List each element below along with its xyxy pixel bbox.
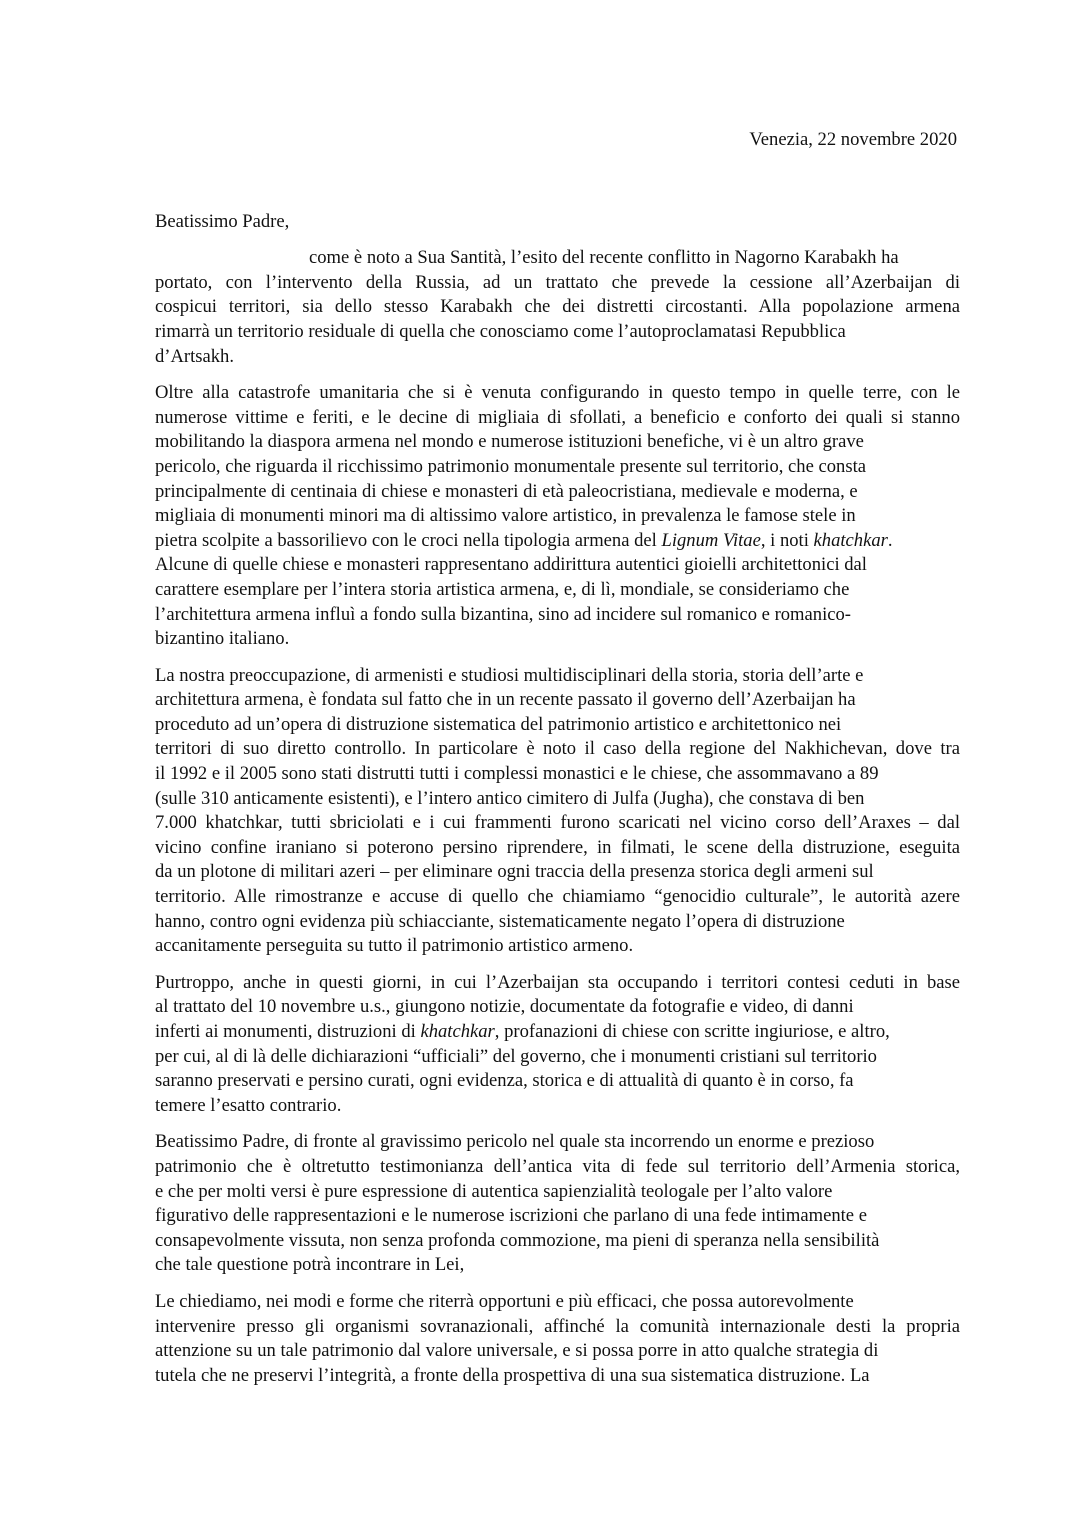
text-line: hanno, contro ogni evidenza più schiacciante, sistematicamente negato l’opera di distruzione [155,910,845,932]
text-line: mobilitando la diaspora armena nel mondo e numerose istituzioni benefiche, vi è un altro grave [155,431,864,453]
salutation: Beatissimo Padre, [155,210,290,232]
text-line: attenzione su un tale patrimonio dal valore universale, e si possa porre in atto qualche strategia di [155,1340,879,1362]
italic-term-lignum-vitae: Lignum Vitae [661,529,761,551]
text-line: vicino confine iraniano si poterono persino riprendere, in filmati, le scene della distruzione, eseguita [155,836,960,858]
text-line: che tale questione potrà incontrare in Lei, [155,1254,465,1276]
text-line: il 1992 e il 2005 sono stati distrutti tutti i complessi monastici e le chiese, che assommavano a 89 [155,763,879,785]
text-line: territorio. Alle rimostranze e accuse di quello che chiamiamo “genocidio culturale”, le autorità azere [155,886,960,908]
text-line: pericolo, che riguarda il ricchissimo patrimonio monumentale presente sul territorio, che consta [155,455,866,477]
text-line: Beatissimo Padre, di fronte al gravissimo pericolo nel quale sta incorrendo un enorme e prezioso [155,1131,875,1153]
text-line: portato, con l’intervento della Russia, ad un trattato che prevede la cessione all’Azerbaijan di [155,271,960,293]
paragraph-2 [155,381,960,652]
text-line: architettura armena, è fondata sul fatto che in un recente passato il governo dell’Azerbaijan ha [155,689,856,711]
text-line: temere l’esatto contrario. [155,1094,342,1116]
text-line: patrimonio che è oltretutto testimonianza dell’antica vita di fede sul territorio dell’Armenia storica, [155,1155,960,1177]
italic-term-khatchkar: khatchkar [420,1021,495,1042]
paragraph-1 [155,246,960,369]
text-line: numerose vittime e feriti, e le decine di migliaia di sfollati, a beneficio e conforto dei quali si stanno [155,406,960,428]
text-line: 7.000 khatchkar, tutti sbriciolati e i cui frammenti furono scaricati nel vicino corso dell’Araxes – dal [155,812,960,834]
text-segment: inferti ai monumenti, distruzioni di [155,1021,421,1042]
text-line: carattere esemplare per l’intera storia artistica armena, e, di lì, mondiale, se consideriamo che [155,578,850,600]
text-line: rimarrà un territorio residuale di quella che conosciamo come l’autoproclamatasi Repubblica [155,320,846,342]
text-line: e che per molti versi è pure espressione di autentica sapienzialità teologale per l’alto valore [155,1180,833,1202]
text-line: al trattato del 10 novembre u.s., giungono notizie, documentate da fotografie e video, di danni [155,996,854,1018]
text-line-with-italics [155,529,960,554]
text-line-with-italics [155,1020,960,1045]
date-line: Venezia, 22 novembre 2020 [749,129,957,150]
text-line: cospicui territori, sia dello stesso Karabakh che dei distretti circostanti. Alla popolazione armena [155,296,960,318]
paragraph-5 [155,1130,960,1278]
text-segment: , i noti [760,529,814,551]
text-line: (sulle 310 anticamente esistenti), e l’intero antico cimitero di Julfa (Jugha), che constava di ben [155,787,865,809]
text-line: proceduto ad un’opera di distruzione sistematica del patrimonio artistico e architettonico nei [155,713,842,735]
text-line: La nostra preoccupazione, di armenisti e studiosi multidisciplinari della storia, storia dell’arte e [155,664,864,686]
text-line: l’architettura armena influì a fondo sulla bizantina, sino ad incidere sul romanico e romanico- [155,603,851,625]
text-line: migliaia di monumenti minori ma di altissimo valore artistico, in prevalenza le famose stele in [155,505,856,527]
text-line: principalmente di centinaia di chiese e monasteri di età paleocristiana, medievale e moderna, e [155,480,858,502]
text-line: figurativo delle rappresentazioni e le numerose iscrizioni che parlano di una fede intimamente e [155,1205,867,1227]
text-line: per cui, al di là delle dichiarazioni “ufficiali” del governo, che i monumenti cristiani sul territorio [155,1045,877,1067]
text-line: Oltre alla catastrofe umanitaria che si è venuta configurando in questo tempo in quelle terre, con le [155,382,960,404]
text-segment: , profanazioni di chiese con scritte ingiuriose, e altro, [494,1021,890,1042]
paragraph-4 [155,971,960,1119]
text-segment: pietra scolpite a bassorilievo con le croci nella tipologia armena del [155,529,662,551]
paragraph-6 [155,1290,960,1388]
text-line: consapevolmente vissuta, non senza profonda commozione, ma pieni di speranza nella sensibilità [155,1229,880,1251]
italic-term-khatchkar: khatchkar [813,529,888,551]
text-line: intervenire presso gli organismi sovranazionali, affinché la comunità internazionale desti la propria [155,1315,960,1337]
text-line: accanitamente perseguita su tutto il patrimonio artistico armeno. [155,935,634,957]
text-line: territori di suo diretto controllo. In particolare è noto il caso della regione del Nakhichevan, dove tra [155,738,960,760]
text-line: bizantino italiano. [155,628,290,650]
letter-page [155,128,960,1388]
text-line: da un plotone di militari azeri – per eliminare ogni traccia della presenza storica degli armeni sul [155,861,874,883]
text-line: come è noto a Sua Santità, l’esito del recente conflitto in Nagorno Karabakh ha [309,247,899,269]
text-line: Purtroppo, anche in questi giorni, in cui l’Azerbaijan sta occupando i territori contesi ceduti in base [155,971,960,993]
text-line: d’Artsakh. [155,345,235,367]
text-line: tutela che ne preservi l’integrità, a fronte della prospettiva di una sua sistematica distruzione. La [155,1364,870,1386]
text-line: saranno preservati e persino curati, ogni evidenza, storica e di attualità di quanto è in corso, fa [155,1070,854,1092]
text-line: Le chiediamo, nei modi e forme che riterrà opportuni e più efficaci, che possa autorevolmente [155,1290,854,1312]
text-segment: . [887,529,893,551]
text-line: Alcune di quelle chiese e monasteri rappresentano addirittura autentici gioielli architettonici dal [155,554,867,576]
paragraph-3 [155,664,960,959]
